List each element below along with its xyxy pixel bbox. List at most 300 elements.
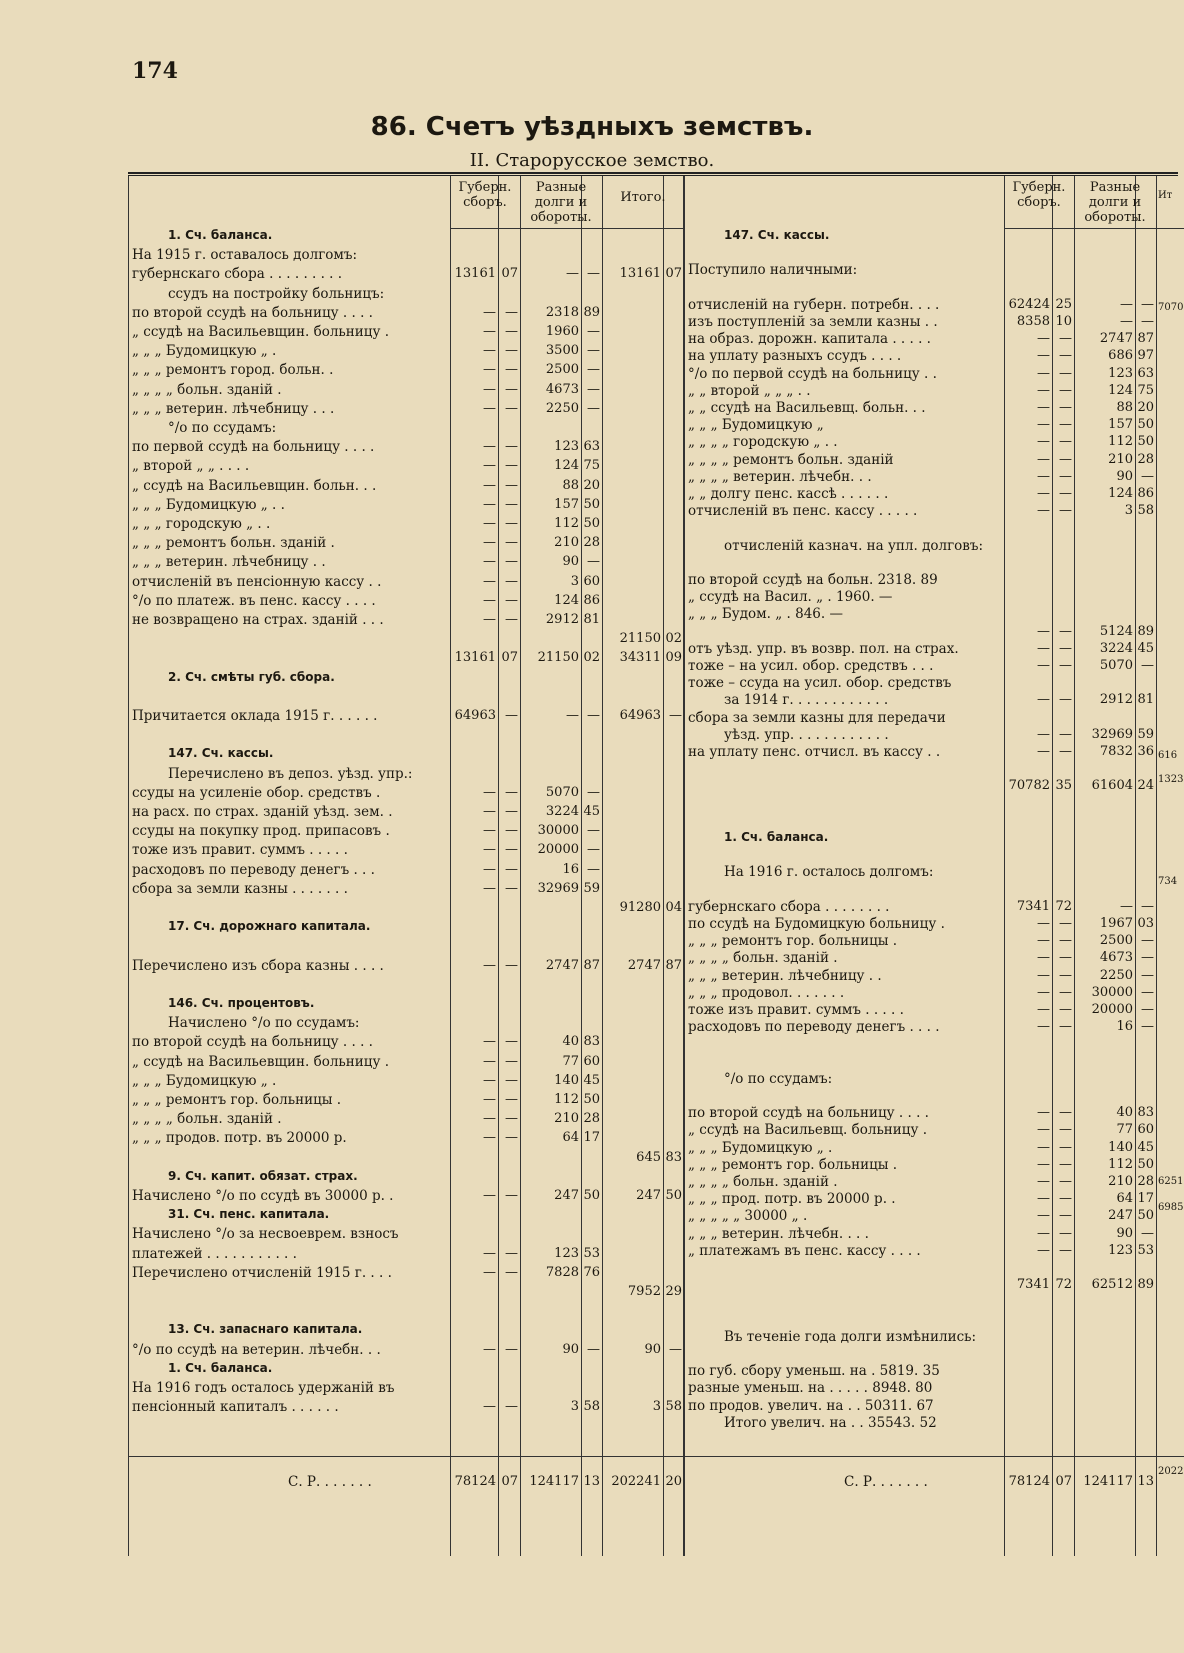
amount-i1: 13161 (619, 266, 661, 282)
amount-g1: 13161 (454, 266, 496, 282)
amount-r2: 36 (1137, 744, 1154, 759)
amount-r1: 2318 (545, 304, 579, 320)
ledger-row (684, 314, 1184, 333)
amount-r1: 123 (1108, 1242, 1133, 1258)
ledger-row (684, 1363, 1184, 1382)
amount-r1: 88 (562, 477, 579, 493)
amount-g2: — (1059, 726, 1072, 742)
amount-g1: — (483, 477, 496, 493)
amount-i2: 29 (665, 1284, 682, 1299)
amount-r1: 210 (1108, 451, 1133, 467)
ledger-row (128, 1034, 684, 1053)
ledger-row (684, 383, 1184, 402)
ledger-row (684, 434, 1184, 453)
row-label: ссуды на покупку прод. припасовъ . (132, 823, 390, 840)
amount-r1: 157 (1108, 417, 1133, 433)
row-label: расходовъ по переводу денегъ . . . (132, 861, 375, 878)
ledger-row (684, 899, 1184, 918)
amount-g2: — (1059, 434, 1072, 450)
row-label: по второй ссудѣ на больн. 2318. 89 (688, 572, 938, 588)
amount-g1: — (483, 612, 496, 627)
row-label: „ „ „ ветерин. лѣчебн. . . . (688, 1225, 869, 1242)
ledger-row (128, 1226, 684, 1245)
row-label: Поступило наличными: (688, 262, 858, 279)
row-label: Перечислено отчисленій 1915 г. . . . (132, 1264, 392, 1281)
row-label: „ „ „ Будомицкую „ . (132, 1072, 277, 1089)
amount-g2: — (505, 477, 518, 493)
amount-g1: — (483, 362, 496, 378)
ledger-row (684, 503, 1184, 522)
amount-g1: — (1037, 400, 1050, 415)
amount-g2: — (1059, 503, 1072, 519)
ledger-row (128, 324, 684, 343)
row-label: „ „ „ городскую „ . . (132, 516, 271, 532)
amount-g1: — (1037, 1174, 1050, 1189)
row-label: 1. Сч. баланса. (168, 1360, 273, 1375)
amount-r1: 5070 (545, 784, 579, 800)
row-label: Перечислено въ депоз. уѣзд. упр.: (168, 765, 413, 782)
amount-g1: — (1037, 692, 1050, 708)
amount-g1: — (1037, 726, 1050, 742)
row-label: 2. Сч. смѣты губ. сбора. (168, 669, 335, 684)
ledger-row (684, 400, 1184, 419)
row-label: отчисленій въ пенсіонную кассу . . (132, 573, 382, 590)
amount-r1: 123 (554, 1245, 579, 1261)
amount-r2: 75 (583, 458, 600, 474)
ledger-row (684, 985, 1184, 1004)
amount-r2: — (1141, 898, 1154, 914)
amount-g2: — (1059, 400, 1072, 415)
amount-g1: — (483, 1245, 496, 1261)
amount-g2: — (1059, 744, 1072, 759)
amount-g1: — (483, 1130, 496, 1146)
amount-r1: — (566, 708, 579, 723)
amount-r2: — (587, 554, 600, 570)
ledger-row (684, 761, 1184, 780)
amount-r1: 2912 (545, 612, 579, 627)
amount-g2: 10 (1055, 314, 1072, 329)
ledger-row (128, 612, 684, 631)
row-label: расходовъ по переводу денегъ . . . . (688, 1019, 940, 1036)
amount-r2: — (1141, 1002, 1154, 1017)
amount-g2: — (505, 1399, 518, 1415)
amount-g1: — (483, 1111, 496, 1127)
amount-g1: — (483, 400, 496, 416)
ledger-row (684, 658, 1184, 677)
amount-r2: 81 (583, 612, 600, 627)
row-label: по второй ссудѣ на больницу . . . . (132, 1034, 373, 1051)
amount-g1: — (1037, 1191, 1050, 1207)
amount-g1: 7341 (1016, 1277, 1050, 1293)
ledger-row (684, 606, 1184, 625)
amount-g1: — (1037, 933, 1050, 949)
amount-r2: 50 (583, 516, 600, 531)
amount-r1: 210 (554, 535, 579, 551)
amount-g1: 64963 (454, 708, 496, 723)
amount-r1: — (566, 266, 579, 282)
amount-r2: — (1141, 933, 1154, 949)
row-label: Начислено °/о по ссудамъ: (168, 1015, 360, 1032)
amount-r1: 3224 (545, 804, 579, 819)
amount-r1: 2500 (1099, 933, 1133, 949)
amount-g1: — (1037, 1122, 1050, 1138)
amount-g2: — (1059, 382, 1072, 398)
amount-g2: — (505, 458, 518, 474)
amount-r1: 2747 (1099, 331, 1133, 347)
amount-r1: 140 (554, 1072, 579, 1088)
amount-g1: — (1037, 348, 1050, 364)
header-raz-right: Разные долги и обороты. (1084, 180, 1146, 225)
ledger-row (128, 401, 684, 420)
ledger-row (128, 958, 684, 977)
amount-r2: 28 (1137, 451, 1154, 467)
ledger-row (128, 554, 684, 573)
amount-r1: 124 (1108, 382, 1133, 398)
amount-g2: — (1059, 950, 1072, 966)
ledger-row (684, 727, 1184, 746)
amount-r2: 97 (1137, 348, 1154, 364)
row-label: „ „ „ ремонтъ гор. больницы . (688, 933, 898, 950)
left-ledger (128, 176, 684, 1556)
amount-r2: 28 (1137, 1174, 1154, 1189)
ledger-row (128, 746, 684, 765)
amount-i2: 58 (665, 1399, 682, 1415)
amount-r1: 77 (562, 1053, 579, 1069)
ledger-row (128, 343, 684, 362)
ledger-row (684, 1208, 1184, 1227)
amount-r1: 3 (570, 573, 579, 589)
ledger-row (128, 266, 684, 285)
amount-g1: — (1037, 503, 1050, 519)
amount-g1: — (483, 381, 496, 397)
amount-r2: 58 (583, 1399, 600, 1415)
ledger-row (684, 744, 1184, 763)
amount-g1: — (1037, 658, 1050, 673)
ledger-row (684, 968, 1184, 987)
amount-r1: 3 (1124, 503, 1133, 519)
amount-r1: 112 (1108, 434, 1133, 450)
row-label: отчисленій на губерн. потребн. . . . (688, 296, 940, 313)
row-label: отъ уѣзд. упр. въ возвр. пол. на страх. (688, 640, 959, 657)
amount-r2: — (587, 400, 600, 416)
amount-r2: 02 (583, 650, 600, 666)
amount-g1: — (483, 784, 496, 800)
amount-g1: — (483, 1092, 496, 1107)
row-label: разные уменьш. на . . . . . 8948. 80 (688, 1380, 933, 1397)
ledger-row (128, 228, 684, 247)
ledger-row (128, 497, 684, 516)
amount-r2: 53 (1137, 1242, 1154, 1258)
ledger-row (128, 977, 684, 996)
row-label: „ ссудѣ на Васильевщин. больницу . (132, 324, 389, 340)
row-label: не возвращено на страх. зданій . . . (132, 612, 384, 628)
amount-g1: — (483, 324, 496, 339)
amount-g2: — (505, 784, 518, 800)
amount-g1: — (483, 957, 496, 973)
amount-g1: — (1037, 1105, 1050, 1121)
ledger-row (684, 1380, 1184, 1399)
amount-r2: 75 (1137, 382, 1154, 398)
amount-r1: 16 (1116, 1019, 1133, 1035)
amount-g2: — (1059, 348, 1072, 364)
amount-r1: 247 (1108, 1208, 1133, 1224)
row-label: „ ссудѣ на Васильевщин. больн. . . (132, 477, 377, 494)
amount-g1: — (483, 535, 496, 551)
amount-r1: 123 (554, 439, 579, 455)
row-label: 1. Сч. баланса. (168, 228, 273, 242)
amount-r1: — (1120, 314, 1133, 329)
amount-g2: — (1059, 1122, 1072, 1138)
amount-r2: 45 (583, 804, 600, 819)
amount-r1: 61604 (1091, 778, 1133, 794)
amount-g2: — (505, 823, 518, 839)
amount-g2: — (505, 496, 518, 512)
row-label: отчисленій въ пенс. кассу . . . . . (688, 503, 918, 520)
amount-g2: — (1059, 331, 1072, 347)
amount-g2: — (505, 439, 518, 455)
amount-g2: 35 (1055, 778, 1072, 794)
row-label: „ „ „ ремонтъ больн. зданій . (132, 535, 335, 552)
amount-i2: 83 (665, 1149, 682, 1165)
amount-g2: — (505, 516, 518, 531)
amount-g1: 7341 (1016, 898, 1050, 914)
amount-r2: — (587, 842, 600, 858)
row-label: °/о по ссудамъ: (168, 420, 277, 436)
ledger-row (684, 830, 1184, 849)
amount-g1: — (483, 1072, 496, 1088)
amount-g2: — (1059, 486, 1072, 501)
amount-r1: 90 (1116, 468, 1133, 484)
amount-g1: — (1037, 1156, 1050, 1172)
ledger-row (128, 593, 684, 612)
amount-i1: 90 (644, 1341, 661, 1357)
amount-r1: 62512 (1091, 1277, 1133, 1293)
ledger-row (684, 1019, 1184, 1038)
ledger-row (128, 478, 684, 497)
row-label: Причитается оклада 1915 г. . . . . . (132, 708, 378, 724)
cropped-column-fragment: 734 (1158, 876, 1178, 887)
amount-g1: 62424 (1008, 296, 1050, 312)
amount-r2: 83 (583, 1034, 600, 1050)
row-label: 147. Сч. кассы. (168, 746, 274, 761)
amount-g2: — (505, 573, 518, 589)
amount-g2: — (505, 324, 518, 339)
amount-r2: 50 (1137, 434, 1154, 450)
amount-r1: 210 (554, 1111, 579, 1127)
row-label: на уплату разныхъ ссудъ . . . . (688, 348, 902, 365)
row-label: 147. Сч. кассы. (724, 228, 830, 242)
ledger-row (684, 486, 1184, 505)
ledger-row (684, 228, 1184, 247)
amount-r1: 140 (1108, 1139, 1133, 1155)
amount-r1: 32969 (1091, 726, 1133, 742)
ledger-row (128, 1015, 684, 1034)
amount-r1: 247 (554, 1188, 579, 1203)
amount-i2: — (669, 1341, 682, 1357)
amount-g1: — (1037, 1002, 1050, 1017)
amount-g2: — (1059, 1002, 1072, 1017)
amount-g1: — (483, 1264, 496, 1280)
amount-r1: 7828 (545, 1264, 579, 1280)
row-label: по второй ссудѣ на больницу . . . . (132, 304, 373, 321)
row-label: °/о по ссудѣ на ветерин. лѣчебн. . . (132, 1341, 381, 1358)
amount-r2: 60 (583, 1053, 600, 1069)
amount-g2: — (1059, 1191, 1072, 1207)
row-label: „ „ „ продов. потр. въ 20000 р. (132, 1130, 347, 1147)
amount-r2: 20 (1137, 400, 1154, 415)
amount-r2: — (1141, 950, 1154, 966)
ledger-row (684, 469, 1184, 488)
amount-g1: — (1037, 451, 1050, 467)
amount-r1: 40 (1116, 1105, 1133, 1121)
ledger-row (684, 1294, 1184, 1313)
amount-r2: 83 (1137, 1105, 1154, 1121)
amount-r2: 87 (583, 957, 600, 973)
row-label: „ „ „ продовол. . . . . . . (688, 984, 845, 1001)
amount-g2: — (1059, 1242, 1072, 1258)
amount-g1: — (1037, 1019, 1050, 1035)
ledger-row (684, 1398, 1184, 1417)
amount-g1: — (1037, 950, 1050, 966)
ledger-row (684, 366, 1184, 385)
ledger-row (684, 796, 1184, 815)
amount-g1: — (483, 573, 496, 589)
ledger-row (684, 348, 1184, 367)
amount-r1: 3224 (1099, 640, 1133, 656)
row-label: 9. Сч. капит. обязат. страх. (168, 1168, 358, 1183)
amount-g2: — (1059, 984, 1072, 1000)
ledger-row (128, 1054, 684, 1073)
right-total-row: С. Р. . . . . . . 78124 07 124117 13 (844, 1474, 1154, 1490)
amount-r1: 2747 (545, 957, 579, 973)
amount-r2: 20 (583, 477, 600, 493)
ledger-row (128, 900, 684, 919)
amount-g2: — (1059, 468, 1072, 484)
ledger-row (684, 882, 1184, 901)
row-label: „ „ „ ремонтъ гор. больницы . (132, 1092, 342, 1108)
row-label: „ „ „ ремонтъ город. больн. . (132, 362, 334, 379)
amount-r1: 30000 (1091, 984, 1133, 1000)
amount-r1: — (1120, 296, 1133, 312)
row-label: „ „ „ ветерин. лѣчебницу . . (132, 554, 326, 571)
row-label: платежей . . . . . . . . . . . (132, 1245, 297, 1262)
amount-r1: 5070 (1099, 658, 1133, 673)
amount-i2: 09 (665, 650, 682, 666)
amount-r2: — (587, 343, 600, 359)
amount-g1: — (483, 496, 496, 512)
amount-r1: 20000 (1091, 1002, 1133, 1017)
amount-g2: — (1059, 916, 1072, 931)
row-label: на уплату пенс. отчисл. въ кассу . . (688, 744, 941, 760)
amount-g2: — (505, 1245, 518, 1261)
amount-i2: 07 (665, 266, 682, 282)
row-label: „ „ „ „ ветерин. лѣчебн. . . (688, 468, 872, 485)
amount-g2: — (1059, 365, 1072, 381)
ledger-row (128, 1361, 684, 1380)
amount-r1: 112 (554, 1092, 579, 1107)
amount-r2: 28 (583, 535, 600, 551)
amount-g2: 72 (1055, 898, 1072, 914)
ledger-row (128, 420, 684, 439)
row-label: „ „ „ прод. потр. въ 20000 р. . (688, 1191, 896, 1208)
amount-r2: 89 (1137, 1277, 1154, 1293)
amount-r2: — (1141, 658, 1154, 673)
amount-r1: 124 (554, 458, 579, 474)
amount-g2: — (505, 880, 518, 896)
amount-i1: 34311 (619, 650, 661, 666)
ledger-row (128, 650, 684, 669)
ledger-row (128, 670, 684, 689)
amount-r1: 7832 (1099, 744, 1133, 759)
amount-g1: — (483, 880, 496, 896)
amount-r2: 89 (1137, 623, 1154, 639)
amount-r2: — (587, 861, 600, 877)
amount-g2: — (505, 1341, 518, 1357)
amount-i2: 02 (665, 631, 682, 647)
amount-g1: — (1037, 434, 1050, 450)
cropped-column-fragment: 616 (1158, 750, 1178, 761)
ledger-row (684, 916, 1184, 935)
right-ledger (684, 176, 1184, 1556)
amount-i2: — (669, 708, 682, 723)
amount-g1: — (1037, 967, 1050, 983)
ledger-row (128, 881, 684, 900)
amount-g2: — (505, 957, 518, 973)
amount-g2: 25 (1055, 296, 1072, 312)
amount-r1: 123 (1108, 365, 1133, 381)
amount-i1: 247 (636, 1188, 661, 1203)
amount-r2: 28 (583, 1111, 600, 1127)
amount-i2: 50 (665, 1188, 682, 1203)
ledger-row (684, 1122, 1184, 1141)
row-label: „ „ „ „ „ 30000 „ . (688, 1208, 808, 1225)
amount-r1: 2250 (1099, 967, 1133, 983)
header-gub: Губерн. сборъ. (458, 180, 512, 210)
amount-r2: — (1141, 984, 1154, 1000)
row-label: „ ссудѣ на Васильевщин. больницу . (132, 1053, 389, 1070)
amount-g2: — (505, 304, 518, 320)
ledger-row (128, 996, 684, 1015)
ledger-row (684, 297, 1184, 316)
row-label: по продов. увелич. на . . 50311. 67 (688, 1397, 934, 1414)
ledger-row (684, 624, 1184, 643)
row-label: „ „ „ ветерин. лѣчебницу . . . (132, 400, 335, 417)
row-label: „ „ „ ветерин. лѣчебницу . . (688, 967, 882, 984)
cropped-column-fragment: 7070 (1158, 302, 1184, 313)
amount-r2: — (587, 324, 600, 339)
ledger-row (684, 417, 1184, 436)
amount-r2: — (1141, 1225, 1154, 1241)
row-label: „ „ „ Будомицкую „ . . (132, 496, 285, 513)
ledger-row (684, 778, 1184, 797)
row-label: Начислено °/о за несвоеврем. взносъ (132, 1226, 399, 1243)
row-label: 31. Сч. пенс. капитала. (168, 1207, 330, 1222)
ledger-row (684, 331, 1184, 350)
row-label: пенсіонный капиталъ . . . . . . (132, 1399, 339, 1416)
amount-g1: — (483, 1341, 496, 1357)
row-label: по первой ссудѣ на больницу . . . . (132, 439, 375, 456)
ledger-row (684, 555, 1184, 574)
amount-r1: 5124 (1099, 623, 1133, 639)
amount-g1: — (1037, 365, 1050, 381)
ledger-row (684, 1260, 1184, 1279)
amount-g2: 07 (501, 266, 518, 282)
amount-r1: 1967 (1099, 916, 1133, 931)
amount-g2: — (1059, 1156, 1072, 1172)
amount-r2: — (587, 823, 600, 839)
amount-r2: — (587, 708, 600, 723)
ledger-row (684, 641, 1184, 660)
